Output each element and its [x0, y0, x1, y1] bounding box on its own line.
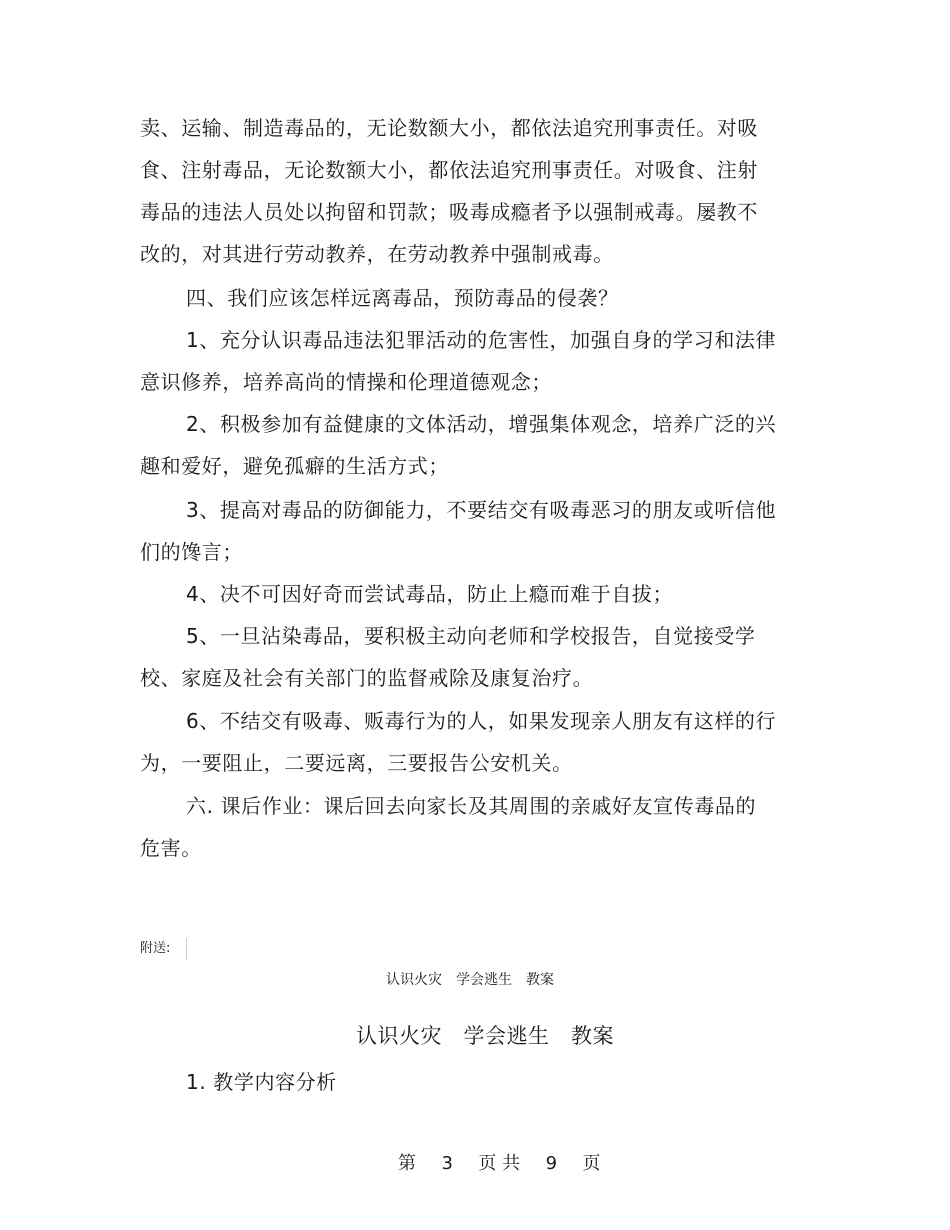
- list-item-1-line-1: 1、充分认识毒品违法犯罪活动的危害性，加强自身的学习和法律: [186, 328, 777, 352]
- list-item-3-line-1: 3、提高对毒品的防御能力，不要结交有吸毒恶习的朋友或听信他: [186, 498, 777, 522]
- footer-suffix: 页: [582, 1153, 601, 1174]
- list-item-6-line-2: 为，一要阻止，二要远离，三要报告公安机关。: [140, 751, 573, 775]
- attachment-label: 附送:: [140, 941, 171, 956]
- section-heading-content-analysis: 1. 教学内容分析: [186, 1070, 337, 1094]
- footer-page-number: 3: [441, 1153, 453, 1174]
- homework-line-2: 危害。: [140, 836, 202, 860]
- list-item-3-line-2: 们的馋言；: [140, 540, 243, 564]
- homework-line-1: 六. 课后作业：课后回去向家长及其周围的亲戚好友宣传毒品的: [186, 794, 757, 818]
- list-item-6-line-1: 6、不结交有吸毒、贩毒行为的人，如果发现亲人朋友有这样的行: [186, 709, 777, 733]
- footer-middle: 页 共: [478, 1153, 521, 1174]
- page-footer: [398, 1152, 601, 1176]
- footer-prefix: 第: [398, 1153, 416, 1174]
- section-heading-four: 四、我们应该怎样远离毒品，预防毒品的侵袭？: [186, 286, 619, 310]
- document-title: 认识火灾 学会逃生 教案: [356, 1024, 614, 1048]
- list-item-2-line-1: 2、积极参加有益健康的文体活动，增强集体观念，培养广泛的兴: [186, 412, 777, 436]
- footer-total-pages: 9: [545, 1153, 558, 1174]
- body-line-4: 改的，对其进行劳动教养，在劳动教养中强制戒毒。: [140, 242, 614, 266]
- list-item-5-line-1: 5、一旦沾染毒品，要积极主动向老师和学校报告，自觉接受学: [186, 624, 756, 648]
- list-item-5-line-2: 校、家庭及社会有关部门的监督戒除及康复治疗。: [140, 666, 594, 690]
- body-line-1: 卖、运输、制造毒品的，无论数额大小，都依法追究刑事责任。对吸: [140, 116, 758, 140]
- divider: [186, 938, 187, 960]
- attachment-header: 认识火灾 学会逃生 教案: [386, 972, 554, 988]
- list-item-2-line-2: 趣和爱好，避免孤癖的生活方式；: [140, 454, 449, 478]
- body-line-3: 毒品的违法人员处以拘留和罚款；吸毒成瘾者予以强制戒毒。屡教不: [140, 200, 758, 224]
- list-item-4: 4、决不可因好奇而尝试毒品，防止上瘾而难于自拔；: [186, 582, 674, 606]
- body-line-2: 食、注射毒品，无论数额大小，都依法追究刑事责任。对吸食、注射: [140, 158, 758, 182]
- list-item-1-line-2: 意识修养，培养高尚的情操和伦理道德观念；: [140, 370, 552, 394]
